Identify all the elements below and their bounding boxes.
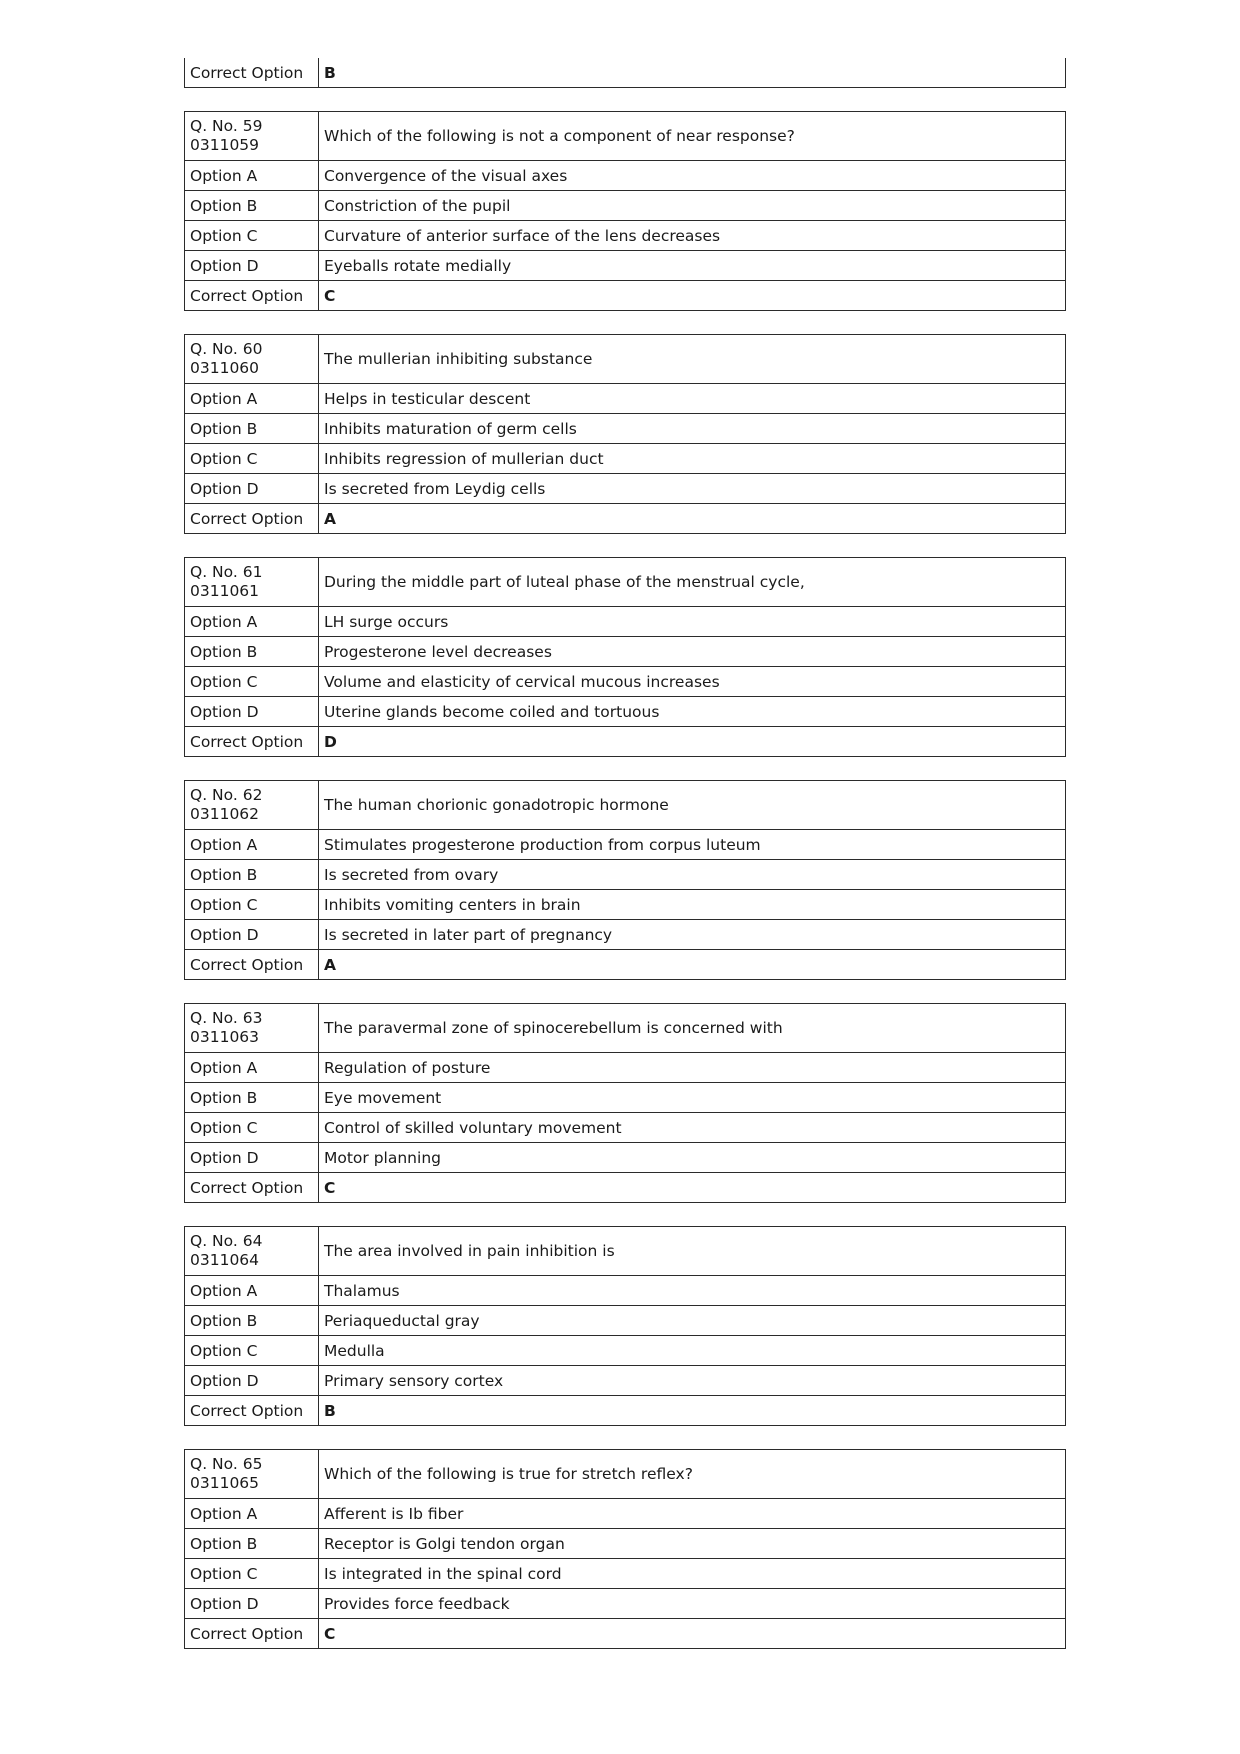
option-a-label: Option A [185,161,319,191]
option-c-label: Option C [185,890,319,920]
question-number: Q. No. 62 [190,786,263,804]
question-number: Q. No. 64 [190,1232,263,1250]
question-table [184,111,1066,311]
option-b-label: Option B [185,1083,319,1113]
option-a-text: Helps in testicular descent [319,384,1066,414]
option-d-text: Primary sensory cortex [319,1366,1066,1396]
option-c-label: Option C [185,221,319,251]
option-b-label: Option B [185,191,319,221]
option-c-row [185,1336,1066,1366]
correct-option-row [185,1173,1066,1203]
option-c-row [185,221,1066,251]
option-c-row [185,890,1066,920]
option-c-text: Curvature of anterior surface of the lens decreases [319,221,1066,251]
option-c-row [185,444,1066,474]
question-code: 0311061 [190,582,260,600]
option-a-label: Option A [185,830,319,860]
option-a-text: Stimulates progesterone production from corpus luteum [319,830,1066,860]
option-d-text: Is secreted from Leydig cells [319,474,1066,504]
question-number: Q. No. 59 [190,117,263,135]
option-a-row [185,830,1066,860]
option-d-row [185,1589,1066,1619]
question-table [184,1226,1066,1426]
option-d-label: Option D [185,474,319,504]
option-b-text: Progesterone level decreases [319,637,1066,667]
option-d-row [185,1366,1066,1396]
option-b-row [185,637,1066,667]
question-table [184,557,1066,757]
option-b-row [185,1306,1066,1336]
option-d-row [185,474,1066,504]
correct-option-row [185,950,1066,980]
option-c-row [185,667,1066,697]
question-page [184,58,1065,1672]
question-table [184,780,1066,980]
correct-option-value: C [319,1173,1066,1203]
correct-option-label: Correct Option [185,1173,319,1203]
question-code: 0311065 [190,1474,260,1492]
question-text: The area involved in pain inhibition is [319,1227,1066,1276]
question-text: During the middle part of luteal phase of the menstrual cycle, [319,558,1066,607]
option-a-row [185,384,1066,414]
correct-option-label: Correct Option [185,727,319,757]
option-b-text: Is secreted from ovary [319,860,1066,890]
option-a-label: Option A [185,1053,319,1083]
question-text: The human chorionic gonadotropic hormone [319,781,1066,830]
question-text: Which of the following is not a component of near response? [319,112,1066,161]
option-d-text: Eyeballs rotate medially [319,251,1066,281]
option-b-label: Option B [185,1529,319,1559]
question-table [184,1003,1066,1203]
question-number-cell [185,112,319,161]
question-code: 0311062 [190,805,260,823]
option-d-text: Uterine glands become coiled and tortuous [319,697,1066,727]
option-d-row [185,697,1066,727]
option-a-text: Convergence of the visual axes [319,161,1066,191]
question-text: The paravermal zone of spinocerebellum is concerned with [319,1004,1066,1053]
question-number: Q. No. 63 [190,1009,263,1027]
previous-question-tail [184,58,1066,88]
correct-option-row [185,1396,1066,1426]
option-a-text: Thalamus [319,1276,1066,1306]
question-row [185,558,1066,607]
correct-option-value: B [319,1396,1066,1426]
option-d-text: Provides force feedback [319,1589,1066,1619]
option-b-row [185,1529,1066,1559]
option-c-text: Inhibits regression of mullerian duct [319,444,1066,474]
correct-option-value: A [319,950,1066,980]
correct-option-row [185,504,1066,534]
option-c-row [185,1113,1066,1143]
question-row [185,1450,1066,1499]
question-table [184,334,1066,534]
correct-option-value: C [319,1619,1066,1649]
option-b-text: Eye movement [319,1083,1066,1113]
question-text: Which of the following is true for stretch reflex? [319,1450,1066,1499]
question-table [184,1449,1066,1649]
question-row [185,1227,1066,1276]
question-row [185,335,1066,384]
option-c-row [185,1559,1066,1589]
option-a-label: Option A [185,384,319,414]
option-b-label: Option B [185,637,319,667]
correct-option-label: Correct Option [185,281,319,311]
option-a-label: Option A [185,1499,319,1529]
option-a-row [185,1053,1066,1083]
option-b-label: Option B [185,860,319,890]
question-number: Q. No. 60 [190,340,263,358]
correct-option-row [185,727,1066,757]
option-a-text: Afferent is Ib fiber [319,1499,1066,1529]
option-b-row [185,414,1066,444]
option-c-text: Is integrated in the spinal cord [319,1559,1066,1589]
option-b-label: Option B [185,414,319,444]
option-c-text: Control of skilled voluntary movement [319,1113,1066,1143]
option-d-text: Motor planning [319,1143,1066,1173]
option-c-text: Medulla [319,1336,1066,1366]
option-d-label: Option D [185,1143,319,1173]
option-a-label: Option A [185,1276,319,1306]
correct-option-label: Correct Option [185,1619,319,1649]
option-b-text: Constriction of the pupil [319,191,1066,221]
correct-option-label: Correct Option [185,950,319,980]
option-c-label: Option C [185,1559,319,1589]
option-c-label: Option C [185,444,319,474]
question-number: Q. No. 61 [190,563,263,581]
question-code: 0311060 [190,359,260,377]
question-list [184,111,1065,1649]
correct-option-label: Correct Option [185,1396,319,1426]
option-b-text: Receptor is Golgi tendon organ [319,1529,1066,1559]
option-b-label: Option B [185,1306,319,1336]
option-c-label: Option C [185,1336,319,1366]
question-number-cell [185,558,319,607]
question-row [185,112,1066,161]
option-a-row [185,607,1066,637]
correct-option-label: Correct Option [185,58,319,88]
option-a-text: LH surge occurs [319,607,1066,637]
option-d-row [185,251,1066,281]
question-text: The mullerian inhibiting substance [319,335,1066,384]
option-b-text: Inhibits maturation of germ cells [319,414,1066,444]
option-c-text: Inhibits vomiting centers in brain [319,890,1066,920]
option-b-row [185,191,1066,221]
question-number-cell [185,781,319,830]
option-a-label: Option A [185,607,319,637]
option-a-text: Regulation of posture [319,1053,1066,1083]
option-d-label: Option D [185,920,319,950]
option-b-row [185,860,1066,890]
question-number: Q. No. 65 [190,1455,263,1473]
option-c-text: Volume and elasticity of cervical mucous increases [319,667,1066,697]
option-b-text: Periaqueductal gray [319,1306,1066,1336]
correct-option-value: A [319,504,1066,534]
question-row [185,1004,1066,1053]
option-a-row [185,1499,1066,1529]
option-b-row [185,1083,1066,1113]
option-d-label: Option D [185,697,319,727]
correct-option-row [185,281,1066,311]
correct-option-value: C [319,281,1066,311]
option-c-label: Option C [185,667,319,697]
question-code: 0311064 [190,1251,260,1269]
option-a-row [185,1276,1066,1306]
question-number-cell [185,335,319,384]
question-number-cell [185,1450,319,1499]
question-code: 0311059 [190,136,260,154]
question-number-cell [185,1227,319,1276]
question-row [185,781,1066,830]
correct-option-row [185,58,1066,88]
option-d-label: Option D [185,1366,319,1396]
option-c-label: Option C [185,1113,319,1143]
correct-option-label: Correct Option [185,504,319,534]
option-d-text: Is secreted in later part of pregnancy [319,920,1066,950]
option-d-row [185,1143,1066,1173]
question-number-cell [185,1004,319,1053]
option-d-label: Option D [185,1589,319,1619]
option-d-label: Option D [185,251,319,281]
correct-option-value: B [319,58,1066,88]
correct-option-value: D [319,727,1066,757]
option-d-row [185,920,1066,950]
option-a-row [185,161,1066,191]
question-code: 0311063 [190,1028,260,1046]
correct-option-row [185,1619,1066,1649]
